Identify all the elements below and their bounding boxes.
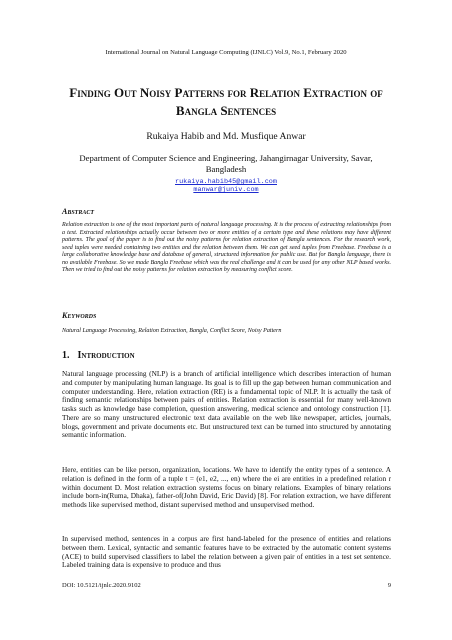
section-heading [62,350,135,362]
journal-header: International Journal on Natural Language Computing (IJNLC) Vol.9, No.1, February 2020 [105,49,347,56]
email-link-1[interactable]: rukaiya.habib45@gmail.com [175,178,277,186]
abstract-text: Relation extraction is one of the most important parts of natural language processing. It is the process of extracting relationships from a text. Extracted relationships actually occur between two or more entities of a certain type and these relations may have different patterns. The goal of the paper is to find out the noisy patterns for relation extraction of Bangla sentences. For the research work, seed tuples were needed containing two entities and the relation between them. We can get seed tuples from Freebase. Freebase is a large collaborative knowledge base and database of general, structured information for public use. But for Bangla language, there is no available Freebase. So we made Bangla Freebase which was the real challenge and it can be used for any other NLP based works. Then we tried to find out the noisy patterns for relation extraction by measuring conflict score. [62,222,391,274]
email-link-2[interactable]: manwar@juniv.com [193,186,259,194]
section-title: Introduction [77,350,135,361]
body-paragraph: In supervised method, sentences in a corpus are first hand-labeled for the presence of entities and relations between them. Lexical, syntactic and semantic features have to be extracted by the automatic content systems (ACE) to build supervised classifiers to label the relation between a given pair of entities in a test set sentence. Labeled training data is expensive to produce and thus [62,534,391,570]
author-list: Rukaiya Habib and Md. Musfique Anwar [146,131,306,142]
author-affiliation: Department of Computer Science and Engineering, Jahangirnagar University, Savar, Bangladesh [79,153,373,174]
keywords-text: Natural Language Processing, Relation Extraction, Bangla, Conflict Score, Noisy Pattern [62,328,282,334]
body-paragraph: Natural language processing (NLP) is a branch of artificial intelligence which describes interaction of human and computer by manipulating human language. Its goal is to fill up the gap between human communication and computer understanding. Here, relation extraction (RE) is a fundamental topic of NLP. It is actually the task of finding semantic relationships between pairs of entities. Relation extraction is essential for many well-known tasks such as knowledge base completion, question answering, medical science and ontology construction [1]. There are so many unstructured electronic text data available on the web like newspaper, articles, journals, blogs, government and private documents etc. But unstructured text can be turned into structured by annotating semantic information. [62,369,391,440]
body-paragraph: Here, entities can be like person, organization, locations. We have to identify the entity types of a sentence. A relation is defined in the form of a tuple t = (e1, e2, ..., en) where the ei are entities in a predefined relation r within document D. Most relation extraction systems focus on binary relations. Examples of binary relations include born-in(Ruma, Dhaka), father-of(John David, Eric David) [8]. For relation extraction, we have different methods like supervised method, distant supervised method and unsupervised method. [62,465,391,509]
doi-text: DOI: 10.5121/ijnlc.2020.9102 [62,582,141,589]
abstract-heading: Abstract [62,207,95,216]
section-number: 1. [62,350,70,361]
page-number: 9 [387,582,391,589]
keywords-heading: Keywords [62,311,97,320]
paper-title: Finding Out Noisy Patterns for Relation Extraction of Bangla Sentences [69,85,383,118]
